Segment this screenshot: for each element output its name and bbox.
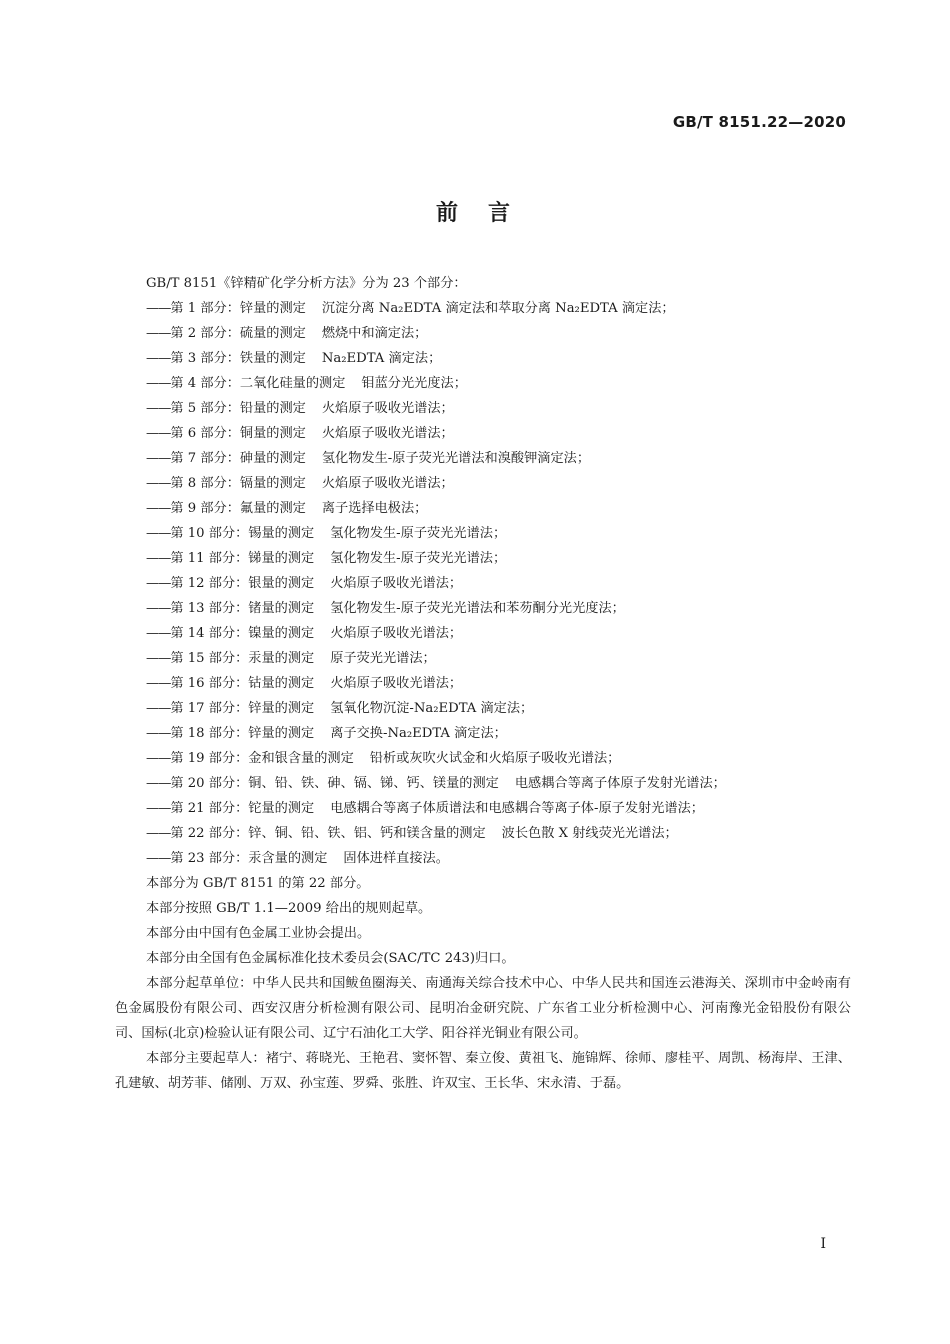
part-label: 第 9 部分：氟量的测定 [170, 501, 306, 516]
part-label: 第 19 部分：金和银含量的测定 [170, 751, 354, 766]
parts-list [115, 296, 851, 871]
statement-line: 本部分由全国有色金属标准化技术委员会(SAC/TC 243)归口。 [146, 951, 515, 966]
part-label: 第 1 部分：锌量的测定 [170, 301, 306, 316]
part-item [115, 621, 851, 646]
part-label: 第 3 部分：铁量的测定 [170, 351, 306, 366]
part-item [115, 771, 851, 796]
part-method: Na₂EDTA 滴定法； [321, 351, 442, 366]
dash-marker: —— [146, 776, 171, 791]
intro-line: GB/T 8151《锌精矿化学分析方法》分为 23 个部分： [146, 276, 467, 291]
part-item [115, 521, 851, 546]
dash-marker: —— [146, 576, 171, 591]
part-label: 第 18 部分：锌量的测定 [170, 726, 315, 741]
part-method: 铅析或灰吹火试金和火焰原子吸收光谱法； [369, 751, 621, 766]
dash-marker: —— [146, 551, 171, 566]
dash-marker: —— [146, 426, 171, 441]
dash-marker: —— [146, 801, 171, 816]
part-label: 第 12 部分：银量的测定 [170, 576, 315, 591]
part-method: 波长色散 X 射线荧光光谱法； [501, 826, 678, 841]
part-item [115, 846, 851, 871]
dash-marker: —— [146, 651, 171, 666]
part-method: 沉淀分离 Na₂EDTA 滴定法和萃取分离 Na₂EDTA 滴定法； [321, 301, 675, 316]
foreword-body [115, 271, 851, 1096]
part-method: 钼蓝分光光度法； [361, 376, 467, 391]
part-method: 火焰原子吸收光谱法； [321, 401, 454, 416]
part-item [115, 321, 851, 346]
part-method: 氢化物发生-原子荧光光谱法； [330, 551, 507, 566]
part-label: 第 5 部分：铅量的测定 [170, 401, 306, 416]
part-item [115, 421, 851, 446]
part-label: 第 6 部分：铜量的测定 [170, 426, 306, 441]
page-title: 前 言 [435, 201, 514, 226]
dash-marker: —— [146, 701, 171, 716]
dash-marker: —— [146, 601, 171, 616]
dash-marker: —— [146, 726, 171, 741]
part-item [115, 796, 851, 821]
part-method: 火焰原子吸收光谱法； [321, 426, 454, 441]
dash-marker: —— [146, 451, 171, 466]
part-method: 离子交换-Na₂EDTA 滴定法； [330, 726, 507, 741]
part-method: 燃烧中和滴定法； [321, 326, 428, 341]
dash-marker: —— [146, 476, 171, 491]
part-label: 第 21 部分：铊量的测定 [170, 801, 315, 816]
part-method: 电感耦合等离子体原子发射光谱法； [514, 776, 726, 791]
part-method: 火焰原子吸收光谱法； [330, 676, 463, 691]
part-item [115, 646, 851, 671]
part-method: 火焰原子吸收光谱法； [321, 476, 454, 491]
part-method: 氢化物发生-原子荧光光谱法和苯芴酮分光光度法； [330, 601, 625, 616]
part-item [115, 396, 851, 421]
part-item [115, 671, 851, 696]
part-label: 第 8 部分：镉量的测定 [170, 476, 306, 491]
part-item [115, 446, 851, 471]
dash-marker: —— [146, 301, 171, 316]
part-label: 第 20 部分：铜、铅、铁、砷、镉、锑、钙、镁量的测定 [170, 776, 499, 791]
dash-marker: —— [146, 401, 171, 416]
dash-marker: —— [146, 826, 171, 841]
part-label: 第 2 部分：硫量的测定 [170, 326, 306, 341]
dash-marker: —— [146, 526, 171, 541]
part-label: 第 17 部分：锌量的测定 [170, 701, 315, 716]
dash-marker: —— [146, 751, 171, 766]
part-item [115, 721, 851, 746]
part-item [115, 746, 851, 771]
part-method: 氢氧化物沉淀-Na₂EDTA 滴定法； [330, 701, 534, 716]
part-label: 第 22 部分：锌、铜、铅、铁、铝、钙和镁含量的测定 [170, 826, 486, 841]
part-method: 电感耦合等离子体质谱法和电感耦合等离子体-原子发射光谱法； [330, 801, 704, 816]
statement-line: 本部分为 GB/T 8151 的第 22 部分。 [146, 876, 370, 891]
part-label: 第 23 部分：汞含量的测定 [170, 851, 328, 866]
part-label: 第 10 部分：锡量的测定 [170, 526, 315, 541]
dash-marker: —— [146, 676, 171, 691]
dash-marker: —— [146, 501, 171, 516]
part-label: 第 11 部分：锑量的测定 [170, 551, 315, 566]
part-item [115, 696, 851, 721]
dash-marker: —— [146, 626, 171, 641]
part-item [115, 346, 851, 371]
dash-marker: —— [146, 326, 171, 341]
part-method: 氢化物发生-原子荧光光谱法； [330, 526, 507, 541]
part-item [115, 571, 851, 596]
part-label: 第 13 部分：锗量的测定 [170, 601, 315, 616]
part-label: 第 14 部分：镍量的测定 [170, 626, 315, 641]
drafters-paragraph: 本部分主要起草人：褚宁、蒋晓光、王艳君、窦怀智、秦立俊、黄祖飞、施锦辉、徐师、廖桂平、周凯、杨海岸、王津、孔建敏、胡芳菲、储刚、万双、孙宝莲、罗舜、张胜、许双宝、王长华、宋永清、于磊。 [115, 1051, 851, 1091]
part-method: 离子选择电极法； [321, 501, 428, 516]
statement-line: 本部分按照 GB/T 1.1—2009 给出的规则起草。 [146, 901, 432, 916]
part-method: 氢化物发生-原子荧光光谱法和溴酸钾滴定法； [321, 451, 591, 466]
part-method: 固体进样直接法。 [343, 851, 449, 866]
drafting-units-paragraph: 本部分起草单位：中华人民共和国鲅鱼圈海关、南通海关综合技术中心、中华人民共和国连云港海关、深圳市中金岭南有色金属股份有限公司、西安汉唐分析检测有限公司、昆明冶金研究院、广东省工业分析检测中心、河南豫光金铅股份有限公司、国标(北京)检验认证有限公司、辽宁石油化工大学、阳谷祥光铜业有限公司。 [115, 976, 851, 1041]
part-item [115, 596, 851, 621]
part-item [115, 296, 851, 321]
part-item [115, 496, 851, 521]
page-number: I [820, 1236, 826, 1252]
part-label: 第 4 部分：二氧化硅量的测定 [170, 376, 346, 391]
statement-line: 本部分由中国有色金属工业协会提出。 [146, 926, 371, 941]
part-method: 火焰原子吸收光谱法； [330, 576, 463, 591]
part-item [115, 471, 851, 496]
part-item [115, 821, 851, 846]
dash-marker: —— [146, 351, 171, 366]
part-method: 原子荧光光谱法； [330, 651, 436, 666]
part-label: 第 15 部分：汞量的测定 [170, 651, 315, 666]
dash-marker: —— [146, 376, 171, 391]
dash-marker: —— [146, 851, 171, 866]
part-label: 第 16 部分：钴量的测定 [170, 676, 315, 691]
standard-code: GB/T 8151.22—2020 [672, 113, 846, 131]
part-method: 火焰原子吸收光谱法； [330, 626, 463, 641]
part-item [115, 371, 851, 396]
part-item [115, 546, 851, 571]
part-label: 第 7 部分：砷量的测定 [170, 451, 306, 466]
